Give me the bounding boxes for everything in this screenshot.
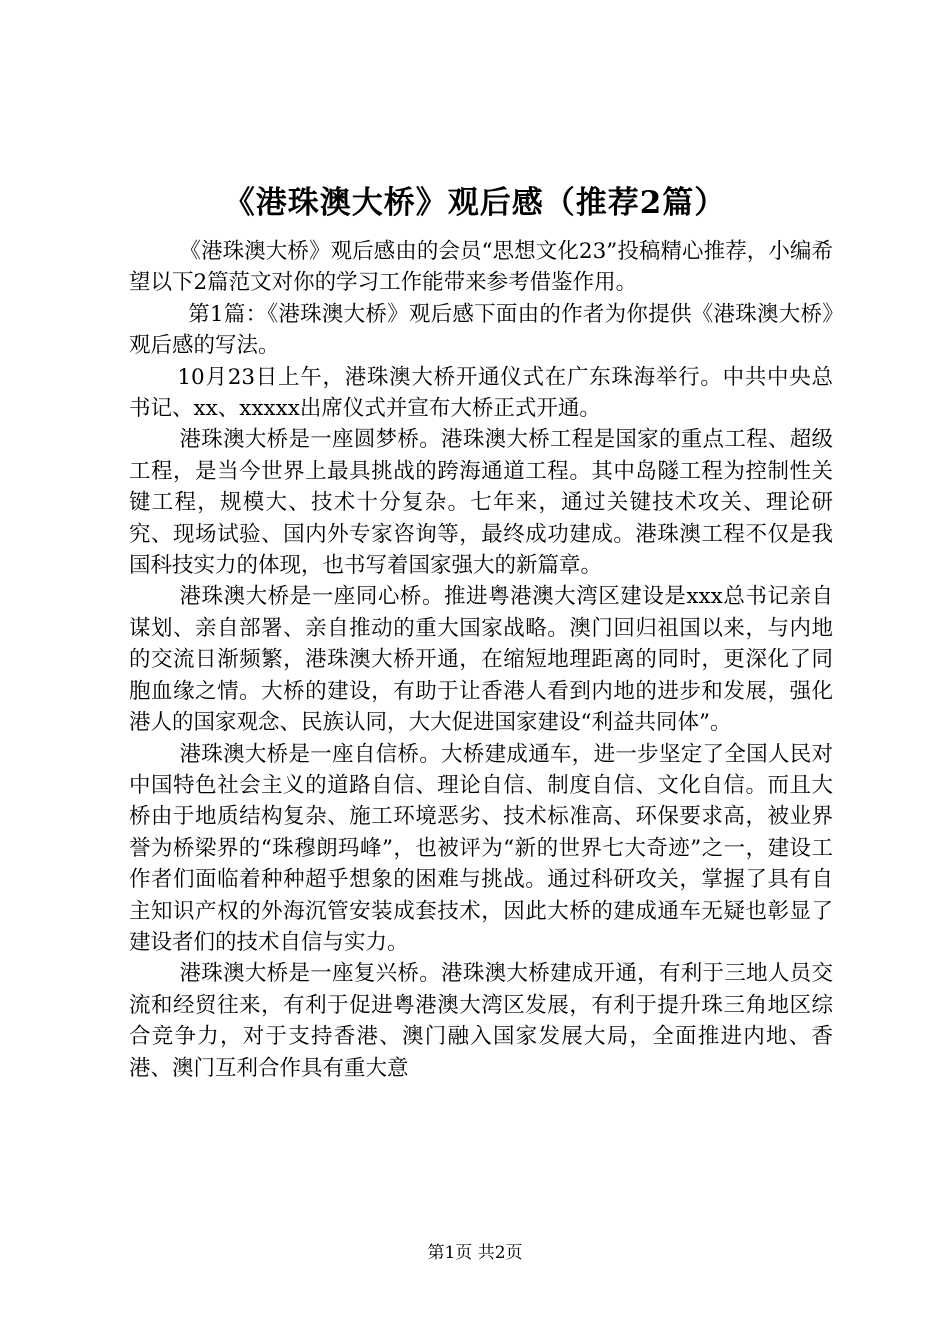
paragraph-revival-bridge: 港珠澳大桥是一座复兴桥。港珠澳大桥建成开通，有利于三地人员交流和经贸往来，有利于促进粤港澳大湾区发展，有利于提升珠三角地区综合竞争力，对于支持香港、澳门融入国家发展大局，全面推进内地、香港、澳门互利合作具有重大意	[129, 961, 833, 1081]
paragraph-confidence-bridge: 港珠澳大桥是一座自信桥。大桥建成通车，进一步坚定了全国人民对中国特色社会主义的道路自信、理论自信、制度自信、文化自信。而且大桥由于地质结构复杂、施工环境恶劣、技术标准高、环保要求高，被业界誉为桥梁界的“珠穆朗玛峰”，也被评为“新的世界七大奇迹”之一，建设工作者们面临着种种超乎想象的困难与挑战。通过科研攻关，掌握了具有自主知识产权的外海沉管安装成套技术，因此大桥的建成通车无疑也彰显了建设者们的技术自信与实力。	[129, 741, 833, 955]
paragraph-unity-bridge: 港珠澳大桥是一座同心桥。推进粤港澳大湾区建设是xxx总书记亲自谋划、亲自部署、亲自推动的重大国家战略。澳门回归祖国以来，与内地的交流日渐频繁，港珠澳大桥开通，在缩短地理距离的同时，更深化了同胞血缘之情。大桥的建设，有助于让香港人看到内地的进步和发展，强化港人的国家观念、民族认同，大大促进国家建设“利益共同体”。	[129, 584, 833, 736]
paragraph-article-heading: 第1篇：《港珠澳大桥》观后感下面由的作者为你提供《港珠澳大桥》观后感的写法。	[129, 301, 833, 359]
page-number-footer: 第1页 共2页	[427, 1243, 523, 1263]
document-title: 《港珠澳大桥》观后感（推荐2篇）	[223, 185, 727, 221]
paragraph-opening-ceremony: 10月23日上午，港珠澳大桥开通仪式在广东珠海举行。中共中央总书记、xx、xxxxx出席仪式并宣布大桥正式开通。	[129, 364, 833, 422]
paragraph-dream-bridge: 港珠澳大桥是一座圆梦桥。港珠澳大桥工程是国家的重点工程、超级工程，是当今世界上最具挑战的跨海通道工程。其中岛隧工程为控制性关键工程，规模大、技术十分复杂。七年来，通过关键技术攻关、理论研究、现场试验、国内外专家咨询等，最终成功建成。港珠澳工程不仅是我国科技实力的体现，也书写着国家强大的新篇章。	[129, 427, 833, 579]
document-body	[129, 236, 833, 1084]
paragraph-intro: 《港珠澳大桥》观后感由的会员“思想文化23”投稿精心推荐，小编希望以下2篇范文对你的学习工作能带来参考借鉴作用。	[129, 239, 833, 296]
